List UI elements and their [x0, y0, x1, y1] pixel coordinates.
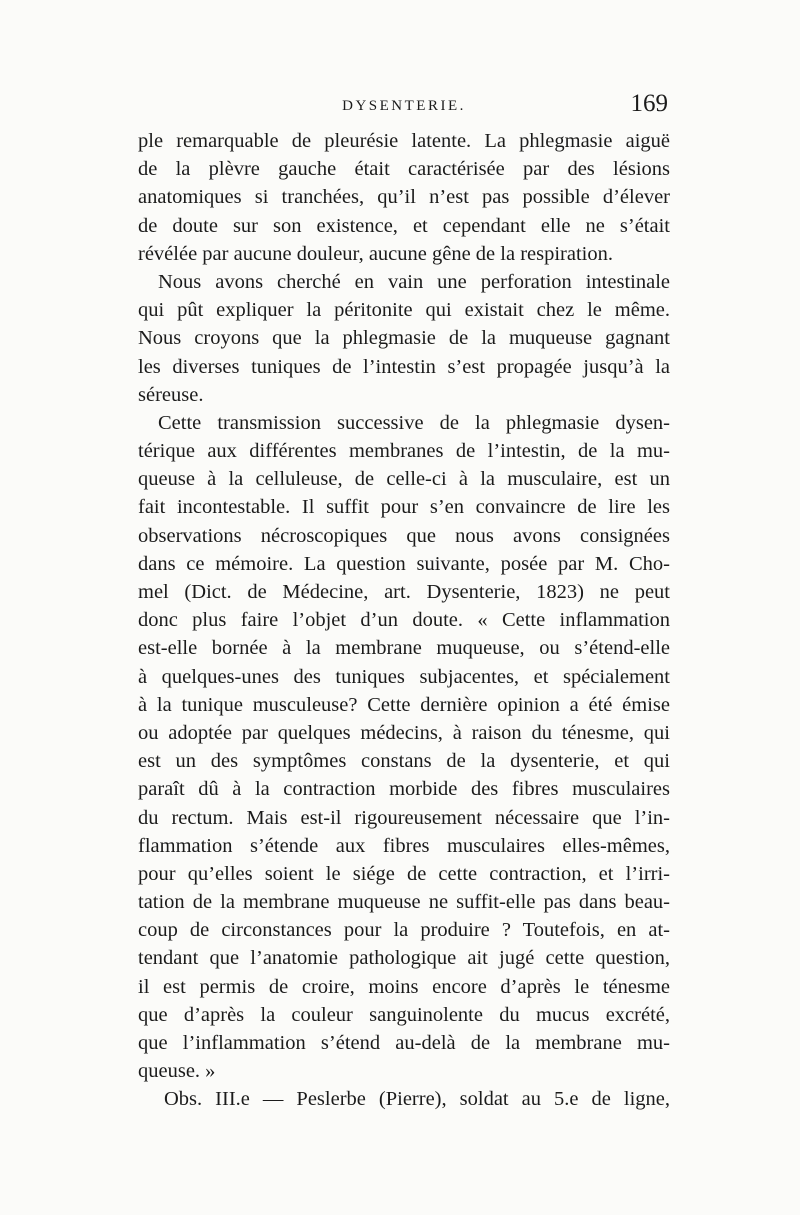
text-line: à la tunique musculeuse? Cette dernière opinion a été émise	[138, 693, 670, 716]
text-line: queuse à la celluleuse, de celle-ci à la musculaire, est un	[138, 468, 670, 491]
text-line: de la plèvre gauche était caractérisée par des lésions	[138, 158, 670, 181]
text-line: donc plus faire l’objet d’un doute. « Cette inflammation	[138, 609, 670, 632]
text-line: mel (Dict. de Médecine, art. Dysenterie, 1823) ne peut	[138, 581, 670, 603]
text-line: tendant que l’anatomie pathologique ait jugé cette question,	[138, 947, 670, 970]
text-line: que l’inflammation s’étend au-delà de la membrane mu-	[138, 1032, 670, 1054]
text-line: pour qu’elles soient le siége de cette contraction, et l’irri-	[138, 862, 670, 885]
text-line: fait incontestable. Il suffit pour s’en convaincre de lire les	[138, 496, 670, 519]
text-line: il est permis de croire, moins encore d’après le ténesme	[138, 975, 670, 998]
page-number: 169	[630, 90, 668, 117]
body-text	[138, 127, 670, 1114]
text-line: Nous avons cherché en vain une perforation intestinale	[158, 270, 670, 293]
text-line: révélée par aucune douleur, aucune gêne de la respiration.	[138, 242, 613, 265]
text-line: ou adoptée par quelques médecins, à raison du ténesme, qui	[138, 721, 670, 744]
text-line: Nous croyons que la phlegmasie de la muqueuse gagnant	[138, 327, 670, 350]
text-line: ple remarquable de pleurésie latente. La phlegmasie aiguë	[138, 130, 670, 152]
observation-heading-line: Obs. III.e — Peslerbe (Pierre), soldat au 5.e de ligne,	[164, 1088, 670, 1111]
running-head: DYSENTERIE.	[342, 98, 466, 114]
text-line: est un des symptômes constans de la dysenterie, et qui	[138, 750, 670, 773]
text-line: térique aux différentes membranes de l’intestin, de la mu-	[138, 440, 670, 463]
text-line: que d’après la couleur sanguinolente du mucus excrété,	[138, 1003, 670, 1026]
text-line: à quelques-unes des tuniques subjacentes, et spécialement	[138, 665, 670, 688]
text-line: paraît dû à la contraction morbide des fibres musculaires	[138, 778, 670, 801]
text-line: anatomiques si tranchées, qu’il n’est pas possible d’élever	[138, 186, 670, 209]
text-line: séreuse.	[138, 383, 204, 406]
text-line: les diverses tuniques de l’intestin s’est propagée jusqu’à la	[138, 355, 670, 378]
text-line: du rectum. Mais est-il rigoureusement nécessaire que l’in-	[138, 806, 670, 829]
text-line: coup de circonstances pour la produire ? Toutefois, en at-	[138, 919, 670, 942]
text-line: est-elle bornée à la membrane muqueuse, ou s’étend-elle	[138, 637, 670, 660]
text-line: qui pût expliquer la péritonite qui existait chez le même.	[138, 299, 670, 322]
text-line: dans ce mémoire. La question suivante, posée par M. Cho-	[138, 552, 670, 575]
text-line: queuse. »	[138, 1060, 216, 1083]
text-line: de doute sur son existence, et cependant elle ne s’était	[138, 214, 670, 237]
page-header	[138, 90, 670, 126]
text-line: observations nécroscopiques que nous avons consignées	[138, 524, 670, 547]
text-line: Cette transmission successive de la phlegmasie dysen-	[158, 411, 670, 434]
text-line: tation de la membrane muqueuse ne suffit-elle pas dans beau-	[138, 891, 670, 914]
text-line: flammation s’étende aux fibres musculaires elles-mêmes,	[138, 834, 670, 857]
